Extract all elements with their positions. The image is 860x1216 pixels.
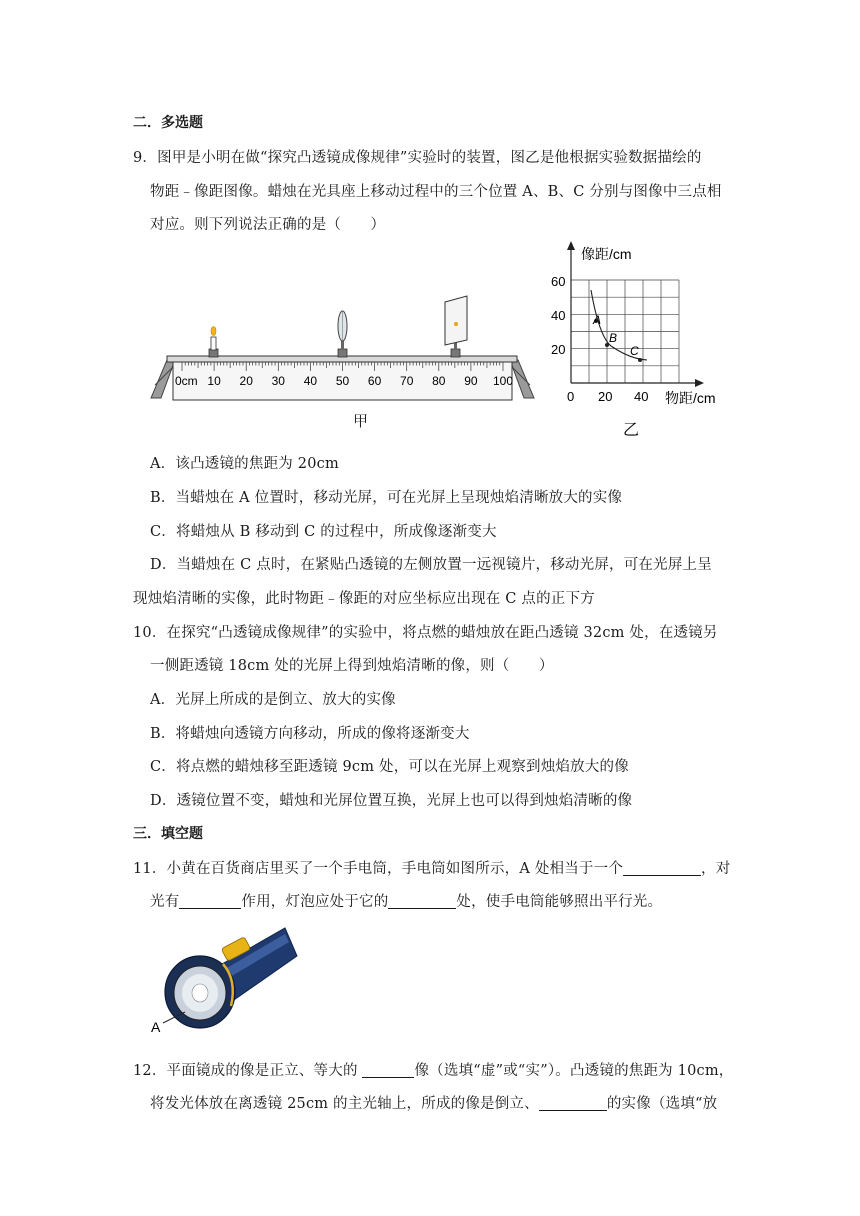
q12-text-3: 将发光体放在离透镜 25cm 的主光轴上，所成的像是倒立、 [150, 1096, 539, 1112]
q9-stem-line1: 9．图甲是小明在做“探究凸透镜成像规律”实验时的装置，图乙是他根据实验数据描绘的 [133, 150, 702, 166]
graph-y-tick-60: 60 [551, 274, 566, 289]
bench-right-leg [510, 360, 534, 398]
q12-text-1: 12．平面镜成的像是正立、等大的 [133, 1063, 363, 1079]
q12-line1 [133, 1059, 734, 1080]
ruler-tick-label: 20 [239, 374, 253, 388]
q10-option-c: C．将点燃的蜡烛移至距透镜 9cm 处，可以在光屏上观察到烛焰放大的像 [150, 759, 629, 775]
q12-text-4: 的实像（选填“放 [606, 1096, 718, 1112]
graph-point-a-label: A [593, 313, 602, 327]
x-axis-arrow-icon [695, 379, 704, 387]
ruler-tick-label: 30 [271, 374, 285, 388]
graph-x-tick-20: 20 [598, 389, 613, 404]
section-heading-fill-in: 三．填空题 [133, 826, 203, 842]
light-screen [445, 296, 467, 357]
graph-point-b-label: B [609, 331, 618, 345]
q9-option-c: C．将蜡烛从 B 移动到 C 的过程中，所成像逐渐变大 [150, 524, 497, 540]
q12-line2 [150, 1092, 717, 1113]
optical-bench-figure [145, 295, 540, 435]
q9-option-d-line2: 现烛焰清晰的实像，此时物距﹣像距的对应坐标应出现在 C 点的正下方 [133, 591, 595, 607]
q11-line2 [150, 890, 662, 911]
q11-line1 [133, 857, 730, 878]
y-axis-arrow-icon [567, 241, 575, 250]
q10-option-d: D．透镜位置不变，蜡烛和光屏位置互换，光屏上也可以得到烛焰清晰的像 [150, 793, 633, 809]
graph-x-tick-0: 0 [567, 389, 575, 404]
q12-blank-2[interactable] [539, 1094, 607, 1111]
ruler-tick-label: 60 [367, 374, 382, 388]
distance-graph-figure [545, 238, 735, 443]
q9-stem-line3: 对应。则下列说法正确的是（ ） [150, 217, 386, 233]
figure-caption-yi: 乙 [623, 422, 640, 439]
graph-grid [571, 280, 679, 383]
candle [209, 327, 218, 358]
ruler-tick-label: 100 [492, 374, 514, 388]
graph-point-c-label: C [630, 344, 639, 358]
q12-blank-1[interactable] [362, 1061, 414, 1078]
q11-blank-1[interactable] [623, 859, 701, 876]
q11-text-1: 11．小黄在百货商店里买了一个手电筒，手电筒如图所示，A 处相当于一个 [133, 861, 624, 877]
ruler-tick-label: 40 [303, 374, 318, 388]
q11-text-3: 光有 [150, 894, 180, 910]
graph-y-axis-label: 像距/cm [581, 246, 632, 262]
graph-y-tick-40: 40 [551, 308, 566, 323]
section-heading-multiple-choice: 二．多选题 [133, 115, 203, 131]
q9-option-a: A．该凸透镜的焦距为 20cm [150, 456, 339, 472]
ruler-tick-label: 80 [432, 374, 446, 388]
bench-left-leg [151, 360, 175, 398]
q9-option-d-line1: D．当蜡烛在 C 点时，在紧贴凸透镜的左侧放置一远视镜片，移动光屏，可在光屏上呈 [150, 557, 712, 573]
graph-point-c-dot [638, 358, 642, 362]
flashlight-label-a: A [151, 1019, 161, 1035]
graph-y-tick-20: 20 [551, 342, 566, 357]
q10-stem-line1: 10．在探究“凸透镜成像规律”的实验中，将点燃的蜡烛放在距凸透镜 32cm 处，在透镜另 [133, 625, 718, 641]
q12-text-2: 像（选填“虚”或“实”）。凸透镜的焦距为 10cm， [414, 1063, 734, 1079]
graph-x-axis-label: 物距/cm [665, 390, 716, 406]
ruler-tick-label: 50 [335, 374, 350, 388]
graph-x-tick-40: 40 [634, 389, 649, 404]
q11-text-5: 处，使手电筒能够照出平行光。 [456, 894, 663, 910]
q10-option-b: B．将蜡烛向透镜方向移动，所成的像将逐渐变大 [150, 726, 470, 742]
q11-text-4: 作用，灯泡应处于它的 [241, 894, 389, 910]
q9-option-b: B．当蜡烛在 A 位置时，移动光屏，可在光屏上呈现烛焰清晰放大的实像 [150, 490, 623, 506]
ruler-tick-label: 10 [207, 374, 221, 388]
q11-blank-3[interactable] [388, 892, 456, 909]
ruler-tick-label: 90 [464, 374, 478, 388]
q10-stem-line2: 一侧距透镜 18cm 处的光屏上得到烛焰清晰的像，则（ ） [150, 658, 554, 674]
q10-option-a: A．光屏上所成的是倒立、放大的实像 [150, 692, 396, 708]
q11-text-2: ，对 [701, 861, 731, 877]
convex-lens [338, 311, 347, 357]
q11-blank-2[interactable] [179, 892, 241, 909]
figure-caption-jia: 甲 [353, 412, 369, 430]
bulb-icon [192, 984, 208, 1002]
ruler-tick-label: 70 [400, 374, 414, 388]
q9-stem-line2: 物距﹣像距图像。蜡烛在光具座上移动过程中的三个位置 A、B、C 分别与图像中三点相 [150, 184, 722, 200]
ruler-tick-label: 0cm [175, 374, 198, 388]
flashlight-figure [145, 920, 310, 1040]
